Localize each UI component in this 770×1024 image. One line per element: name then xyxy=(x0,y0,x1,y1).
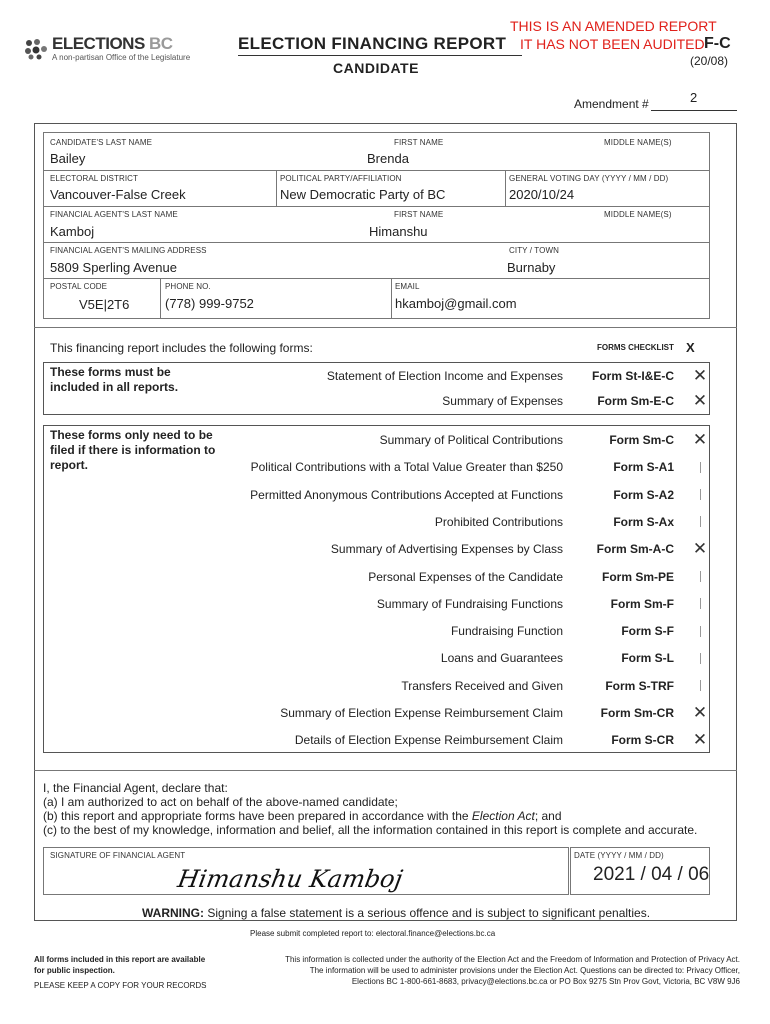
agent-first-name-field[interactable]: Himanshu xyxy=(369,224,428,239)
form-description: Transfers Received and Given xyxy=(401,678,563,693)
agent-address-field[interactable]: 5809 Sperling Avenue xyxy=(50,260,177,275)
grid-line xyxy=(276,170,277,206)
candidate-first-name-field[interactable]: Brenda xyxy=(367,151,409,166)
amended-notice-line2: IT HAS NOT BEEN AUDITED xyxy=(520,36,705,52)
report-subtitle: CANDIDATE xyxy=(333,60,419,76)
declaration-line-a: (a) I am authorized to act on behalf of the above-named candidate; xyxy=(43,795,398,809)
empty-checkbox-mark xyxy=(700,680,701,691)
form-code-label: Form S-F xyxy=(621,624,674,639)
party-field[interactable]: New Democratic Party of BC xyxy=(280,187,446,202)
empty-checkbox-mark xyxy=(700,626,701,637)
date-value: 2021 / 04 / 06 xyxy=(593,864,710,885)
privacy-line-1: This information is collected under the authority of the Election Act and the Freedom of Information and Protection of Privacy Act. xyxy=(285,955,740,964)
privacy-notice xyxy=(230,954,740,987)
keep-copy-note: PLEASE KEEP A COPY FOR YOUR RECORDS xyxy=(34,981,207,990)
form-description: Details of Election Expense Reimbursement Claim xyxy=(294,733,563,748)
candidate-first-name-label: FIRST NAME xyxy=(394,138,444,147)
form-checkbox[interactable]: ✕ xyxy=(692,703,708,722)
empty-checkbox-mark xyxy=(700,571,701,582)
section-divider xyxy=(34,770,737,771)
form-checkbox[interactable] xyxy=(692,650,708,666)
section-divider xyxy=(34,327,737,328)
report-title: ELECTION FINANCING REPORT xyxy=(238,34,507,53)
voting-day-label: GENERAL VOTING DAY (YYYY / MM / DD) xyxy=(509,174,669,183)
form-description: Personal Expenses of the Candidate xyxy=(368,569,563,584)
amendment-label: Amendment # xyxy=(574,97,649,111)
form-version: (20/08) xyxy=(690,54,729,68)
form-description: Summary of Advertising Expenses by Class xyxy=(330,542,563,557)
form-description: Summary of Political Contributions xyxy=(379,433,563,447)
form-code-label: Form S-CR xyxy=(611,733,674,748)
agent-city-label: CITY / TOWN xyxy=(509,246,559,255)
electoral-district-label: ELECTORAL DISTRICT xyxy=(50,174,139,183)
grid-line xyxy=(43,278,710,279)
optional-forms-note: These forms only need to be filed if there is information to report. xyxy=(50,428,216,472)
form-checkbox[interactable]: ✕ xyxy=(692,539,708,559)
grid-line xyxy=(43,242,710,243)
form-code-label: Form Sm-C xyxy=(609,433,674,447)
form-description: Summary of Election Expense Reimbursement Claim xyxy=(280,706,563,720)
email-label: EMAIL xyxy=(395,282,420,291)
form-description: Summary of Expenses xyxy=(442,394,563,408)
form-code-label: Form Sm-CR xyxy=(600,706,674,720)
form-description: Political Contributions with a Total Value Greater than $250 xyxy=(250,460,563,475)
grid-line xyxy=(43,170,710,171)
form-checkbox[interactable]: ✕ xyxy=(692,366,708,385)
phone-label: PHONE NO. xyxy=(165,282,211,291)
postal-code-label: POSTAL CODE xyxy=(50,282,108,291)
form-description: Fundraising Function xyxy=(450,624,563,639)
candidate-middle-name-label: MIDDLE NAME(S) xyxy=(604,138,672,147)
org-tagline: A non-partisan Office of the Legislature xyxy=(52,53,191,62)
form-checkbox[interactable]: ✕ xyxy=(692,430,708,449)
form-code-label: Form St-I&E-C xyxy=(592,369,674,383)
warning-notice: WARNING: Signing a false statement is a serious offence and is subject to significant penalties. xyxy=(142,906,651,920)
form-code-label: Form S-A1 xyxy=(613,460,674,475)
form-checkbox[interactable] xyxy=(692,487,708,503)
required-forms-note: These forms must be included in all reports. xyxy=(50,365,179,394)
postal-code-field[interactable]: V5E|2T6 xyxy=(79,297,130,312)
form-checkbox[interactable] xyxy=(692,569,708,585)
form-description: Statement of Election Income and Expenses xyxy=(326,369,563,383)
empty-checkbox-mark xyxy=(700,516,701,527)
candidate-last-name-label: CANDIDATE'S LAST NAME xyxy=(50,138,153,147)
candidate-last-name-field[interactable]: Bailey xyxy=(50,151,86,166)
elections-bc-logo-icon xyxy=(24,38,50,60)
form-code-label: Form Sm-PE xyxy=(601,569,674,584)
electoral-district-field[interactable]: Vancouver-False Creek xyxy=(50,187,186,202)
form-checkbox[interactable]: ✕ xyxy=(692,391,708,410)
declaration-intro: I, the Financial Agent, declare that: xyxy=(43,781,228,795)
grid-line xyxy=(505,170,506,206)
phone-field[interactable]: (778) 999-9752 xyxy=(165,296,254,311)
forms-checklist-label: FORMS CHECKLIST xyxy=(597,343,674,352)
declaration-line-c: (c) to the best of my knowledge, information and belief, all the information contained in this report is complete and accurate. xyxy=(43,823,698,837)
agent-first-name-label: FIRST NAME xyxy=(394,210,444,219)
party-label: POLITICAL PARTY/AFFILIATION xyxy=(280,174,402,183)
amended-notice-line1: THIS IS AN AMENDED REPORT xyxy=(510,18,717,34)
empty-checkbox-mark xyxy=(700,598,701,609)
agent-last-name-label: FINANCIAL AGENT'S LAST NAME xyxy=(50,210,178,219)
forms-intro: This financing report includes the following forms: xyxy=(50,341,313,355)
form-checkbox[interactable] xyxy=(692,678,708,694)
form-code: F-C xyxy=(704,35,731,52)
form-code-label: Form S-Ax xyxy=(613,514,674,529)
voting-day-field[interactable]: 2020/10/24 xyxy=(509,187,575,202)
form-code-label: Form S-A2 xyxy=(613,487,674,502)
agent-last-name-field[interactable]: Kamboj xyxy=(50,224,95,239)
title-underline xyxy=(238,55,522,56)
grid-line xyxy=(391,278,392,319)
forms-checklist-mark: X xyxy=(686,340,695,355)
form-description: Summary of Fundraising Functions xyxy=(376,596,563,611)
empty-checkbox-mark xyxy=(700,462,701,473)
form-description: Prohibited Contributions xyxy=(434,514,563,529)
amendment-underline xyxy=(651,110,737,111)
form-checkbox[interactable] xyxy=(692,596,708,612)
form-checkbox[interactable]: ✕ xyxy=(692,730,708,750)
form-code-label: Form Sm-F xyxy=(610,596,674,611)
empty-checkbox-mark xyxy=(700,489,701,500)
declaration-line-b: (b) this report and appropriate forms have been prepared in accordance with the Election Act; and xyxy=(43,809,562,823)
grid-line xyxy=(160,278,161,319)
agent-address-label: FINANCIAL AGENT'S MAILING ADDRESS xyxy=(50,246,207,255)
org-name: ELECTIONS BC xyxy=(52,34,173,53)
date-label: DATE (YYYY / MM / DD) xyxy=(574,851,664,860)
amendment-field[interactable]: 2 xyxy=(690,90,698,105)
form-description: Loans and Guarantees xyxy=(440,651,563,666)
form-checkbox[interactable] xyxy=(692,623,708,639)
privacy-line-2: The information will be used to administer provisions under the Election Act. Questions can be directed to: Privacy Officer, xyxy=(309,966,740,975)
form-checkbox[interactable] xyxy=(692,514,708,530)
public-inspection-note: All forms included in this report are available for public inspection. PLEASE KEEP A COPY FOR YOUR RECORDS xyxy=(34,955,207,990)
submit-instruction: Please submit completed report to: electoral.finance@elections.bc.ca xyxy=(250,929,496,938)
form-code-label: Form Sm-E-C xyxy=(597,394,674,408)
email-field[interactable]: hkamboj@gmail.com xyxy=(395,296,517,311)
privacy-line-3: Elections BC 1-800-661-8683, privacy@elections.bc.ca or PO Box 9275 Stn Prov Govt, Victoria, BC V8W 9J6 xyxy=(351,977,740,986)
agent-middle-name-label: MIDDLE NAME(S) xyxy=(604,210,672,219)
form-code-label: Form S-L xyxy=(621,651,674,666)
form-description: Permitted Anonymous Contributions Accepted at Functions xyxy=(250,487,563,502)
form-code-label: Form Sm-A-C xyxy=(596,542,674,557)
signature-label: SIGNATURE OF FINANCIAL AGENT xyxy=(50,851,186,860)
form-code-label: Form S-TRF xyxy=(605,678,674,693)
agent-city-field[interactable]: Burnaby xyxy=(507,260,556,275)
form-checkbox[interactable] xyxy=(692,459,708,475)
grid-line xyxy=(43,206,710,207)
agent-signature: Himanshu Kamboj xyxy=(175,865,405,893)
empty-checkbox-mark xyxy=(700,653,701,664)
